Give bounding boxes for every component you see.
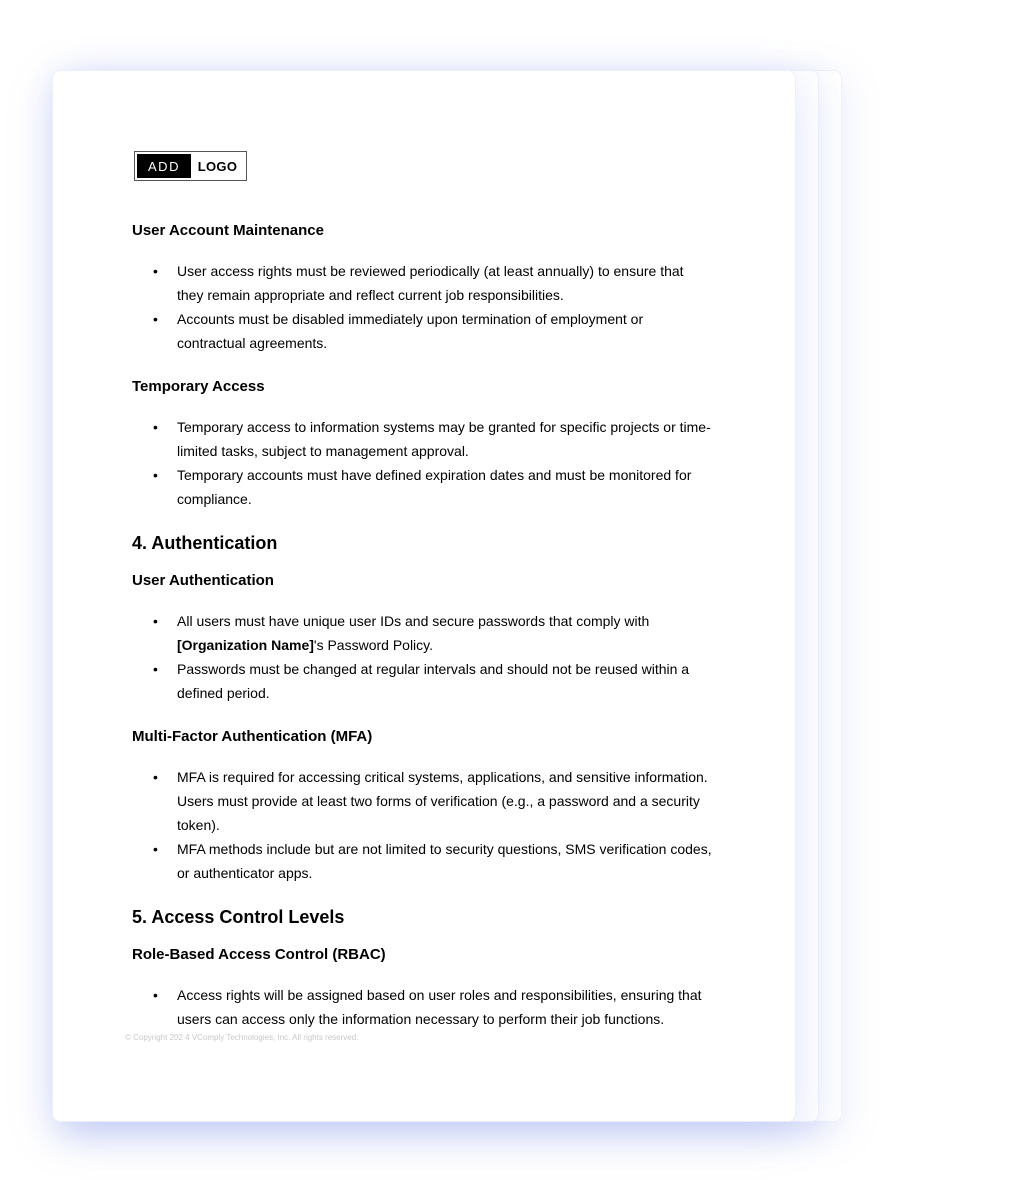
list-item: • MFA is required for accessing critical systems, applications, and sensitive information. Users must provide at least two forms of verification (e.g., a password and a security token). bbox=[132, 765, 712, 837]
heading-access-control-levels: 5. Access Control Levels bbox=[132, 907, 345, 927]
list-item-text: 's Password Policy. bbox=[313, 637, 434, 653]
list-item: • Temporary accounts must have defined expiration dates and must be monitored for compliance. bbox=[132, 463, 712, 511]
heading-user-authentication: User Authentication bbox=[132, 572, 274, 589]
logo-placeholder bbox=[134, 151, 247, 181]
organization-name-placeholder: [Organization Name] bbox=[177, 637, 314, 653]
list-user-authentication bbox=[132, 609, 712, 705]
list-item: • User access rights must be reviewed periodically (at least annually) to ensure that they remain appropriate and reflect current job responsibilities. bbox=[132, 259, 712, 307]
heading-temporary-access: Temporary Access bbox=[132, 378, 265, 395]
heading-user-account-maintenance: User Account Maintenance bbox=[132, 222, 324, 239]
list-temporary-access bbox=[132, 415, 712, 511]
list-item: • Passwords must be changed at regular intervals and should not be reused within a defined period. bbox=[132, 657, 712, 705]
list-user-account-maintenance bbox=[132, 259, 712, 355]
list-mfa bbox=[132, 765, 712, 885]
list-item: • Accounts must be disabled immediately upon termination of employment or contractual agreements. bbox=[132, 307, 712, 355]
list-item: • Temporary access to information systems may be granted for specific projects or time-limited tasks, subject to management approval. bbox=[132, 415, 712, 463]
document-content bbox=[132, 221, 712, 1031]
heading-mfa: Multi-Factor Authentication (MFA) bbox=[132, 728, 373, 745]
list-item bbox=[132, 609, 712, 657]
document-page bbox=[52, 70, 796, 1122]
logo-add-label: ADD bbox=[137, 154, 191, 178]
list-rbac bbox=[132, 983, 712, 1031]
heading-rbac: Role-Based Access Control (RBAC) bbox=[132, 946, 386, 963]
list-item: • Access rights will be assigned based on user roles and responsibilities, ensuring that users can access only the information necessary to perform their job functions. bbox=[132, 983, 712, 1031]
heading-authentication: 4. Authentication bbox=[132, 533, 278, 553]
logo-label: LOGO bbox=[197, 158, 238, 174]
copyright-notice: © Copyright 202 4 VComply Technologies, Inc. All rights reserved. bbox=[125, 1033, 359, 1042]
list-item-text: All users must have unique user IDs and secure passwords that comply with bbox=[177, 613, 650, 629]
list-item: • MFA methods include but are not limited to security questions, SMS verification codes, or authenticator apps. bbox=[132, 837, 712, 885]
